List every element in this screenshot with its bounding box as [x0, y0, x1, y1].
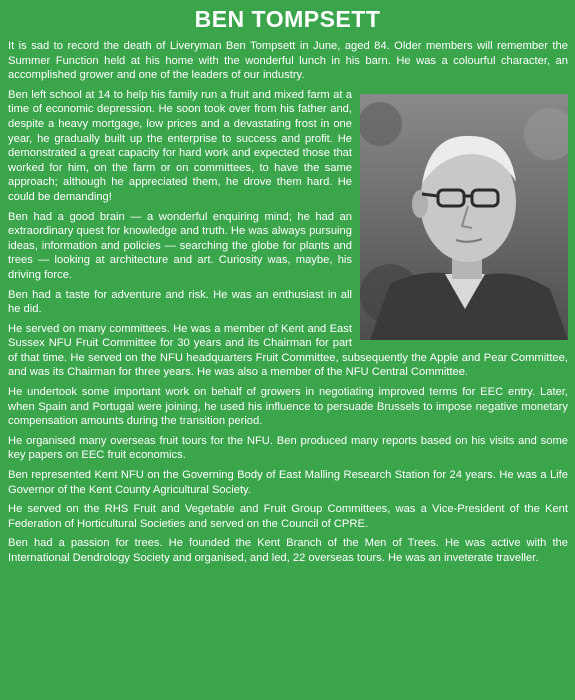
paragraph-7: He organised many overseas fruit tours for the NFU. Ben produced many reports based on his visits and some key papers on EEC fruit economics.: [8, 434, 568, 462]
paragraph-2: Ben left school at 14 to help his family run a fruit and mixed farm at a time of economic depression. He soon took over from his father and, despite a heavy mortgage, low prices and a devastating frost in one year, he gradually built up the enterprise to success and profit. He demonstrated a great capacity for hard work and expected those that worked for him, on the farm or on committees, to have the same approach; although he appreciated them, he drove them hard. He could be demanding!: [8, 88, 352, 203]
paragraph-5: He served on many committees. He was a member of Kent and East Sussex NFU Fruit Committee for 30 years and its Chairman for part of that time. He served on the NFU headquarters Fruit Committee, subsequently the Apple and Pear Committee, and was its Chairman for three years. He was also a member of the NFU Central Committee.: [8, 322, 568, 379]
paragraph-10: Ben had a passion for trees. He founded the Kent Branch of the Men of Trees. He was active with the International Dendrology Society and organised, and led, 22 overseas tours. He was an inveterate traveller.: [8, 537, 568, 564]
paragraph-3: Ben had a good brain — a wonderful enquiring mind; he had an extraordinary quest for knowledge and truth. He was always pursuing ideas, information and policies — searching the globe for plants and trees — looking at architecture and art. Curiosity was, maybe, his driving force.: [8, 210, 352, 281]
article-body: [8, 39, 568, 571]
article-title: BEN TOMPSETT: [194, 6, 381, 32]
portrait-image: [360, 94, 568, 340]
paragraph-8: Ben represented Kent NFU on the Governing Body of East Malling Research Station for 24 years. He was a Life Governor of the Kent County Agricultural Society.: [8, 469, 568, 496]
paragraph-4: Ben had a taste for adventure and risk. He was an enthusiast in all he did.: [8, 288, 352, 316]
paragraph-9: He served on the RHS Fruit and Vegetable and Fruit Group Committees, was a Vice-President of the Kent Federation of Horticultural Societies and served on the Council of CPRE.: [8, 503, 568, 530]
paragraph-1: It is sad to record the death of Liveryman Ben Tompsett in June, aged 84. Older members will remember the Summer Function held at his home with the wonderful lunch in his barn. He was a colourful character, an accomplished grower and one of the leaders of our industry.: [8, 40, 568, 82]
paragraph-6: He undertook some important work on behalf of growers in negotiating improved terms for EEC entry. Later, when Spain and Portugal were joining, he used his influence to persuade Brussels to impose negative monetary compensation amounts during the transition period.: [8, 386, 568, 428]
portrait-photo: [360, 94, 568, 340]
